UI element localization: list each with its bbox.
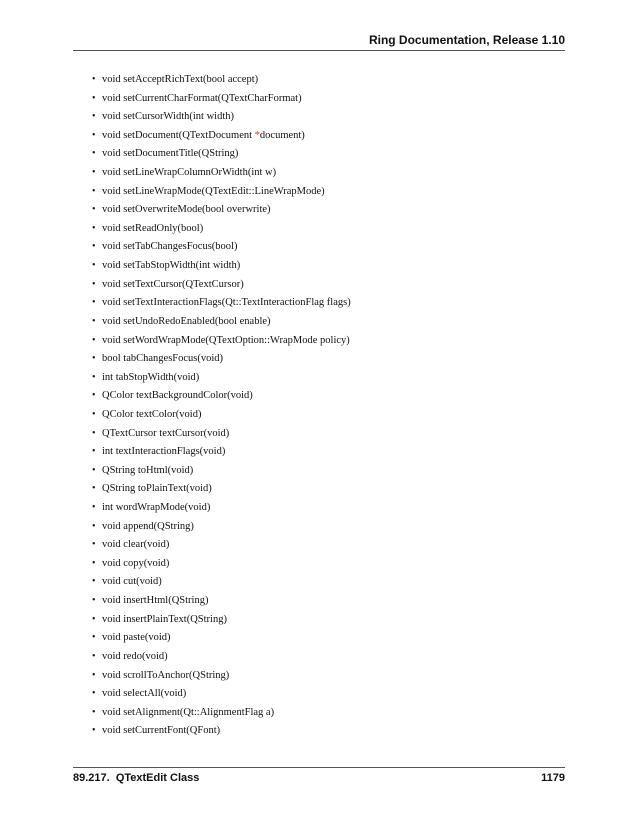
method-signature: void setCursorWidth(int width) (102, 111, 234, 123)
list-item (92, 409, 351, 428)
method-signature: void paste(void) (102, 632, 171, 644)
bullet-icon: • (92, 297, 96, 309)
method-signature: void setTextCursor(QTextCursor) (102, 278, 244, 290)
method-signature: void setCurrentFont(QFont) (102, 725, 221, 737)
method-signature: void setReadOnly(bool) (102, 222, 204, 234)
method-signature: void append(QString) (102, 520, 194, 532)
bullet-icon: • (92, 483, 96, 495)
method-signature: QString toPlainText(void) (102, 483, 212, 495)
list-item (92, 688, 351, 707)
method-signature: void setDocumentTitle(QString) (102, 148, 239, 160)
bullet-icon: • (92, 632, 96, 644)
bullet-icon: • (92, 334, 96, 346)
bullet-icon: • (92, 353, 96, 365)
bullet-icon: • (92, 390, 96, 402)
method-signature-prefix: void setDocument(QTextDocument (102, 129, 255, 141)
bullet-icon: • (92, 464, 96, 476)
list-item (92, 428, 351, 447)
header-divider (73, 50, 565, 51)
list-item (92, 279, 351, 298)
bullet-icon: • (92, 129, 96, 141)
footer-section-title: 89.217. QTextEdit Class (73, 772, 200, 784)
bullet-icon: • (92, 539, 96, 551)
method-signature: void scrollToAnchor(QString) (102, 669, 230, 681)
pointer-star: * (254, 129, 260, 141)
bullet-icon: • (92, 241, 96, 253)
method-signature: int wordWrapMode(void) (102, 502, 211, 514)
bullet-icon: • (92, 167, 96, 179)
header-title: Ring Documentation, Release 1.10 (368, 33, 565, 47)
method-signature: QTextCursor textCursor(void) (102, 427, 230, 439)
bullet-icon: • (92, 650, 96, 662)
method-signature: void copy(void) (102, 557, 170, 569)
list-item (92, 316, 351, 335)
bullet-icon: • (92, 260, 96, 272)
method-signature: void setOverwriteMode(bool overwrite) (102, 204, 271, 216)
method-signature: void selectAll(void) (102, 688, 187, 700)
bullet-icon: • (92, 222, 96, 234)
list-item (92, 297, 351, 316)
method-signature: QString toHtml(void) (102, 464, 194, 476)
list-item (92, 576, 351, 595)
bullet-icon: • (92, 315, 96, 327)
list-item (92, 632, 351, 651)
bullet-icon: • (92, 446, 96, 458)
bullet-icon: • (92, 148, 96, 160)
list-item (92, 465, 351, 484)
method-list (92, 74, 351, 744)
list-item (92, 74, 351, 93)
list-item (92, 223, 351, 242)
bullet-icon: • (92, 557, 96, 569)
method-signature: void setLineWrapColumnOrWidth(int w) (102, 167, 277, 179)
method-signature: void setWordWrapMode(QTextOption::WrapMode policy) (102, 334, 350, 346)
method-signature: void setTextInteractionFlags(Qt::TextInteractionFlag flags) (102, 297, 351, 309)
method-signature: void insertPlainText(QString) (102, 613, 227, 625)
bullet-icon: • (92, 371, 96, 383)
method-signature: void setTabChangesFocus(bool) (102, 241, 238, 253)
bullet-icon: • (92, 92, 96, 104)
method-signature: void cut(void) (102, 576, 162, 588)
list-item (92, 353, 351, 372)
method-signature: int tabStopWidth(void) (102, 371, 200, 383)
bullet-icon: • (92, 576, 96, 588)
list-item (92, 614, 351, 633)
method-signature: QColor textColor(void) (102, 408, 202, 420)
list-item (92, 241, 351, 260)
page-number: 1179 (541, 772, 565, 784)
bullet-icon: • (92, 111, 96, 123)
list-item (92, 372, 351, 391)
method-signature: void setAlignment(Qt::AlignmentFlag a) (102, 706, 275, 718)
method-signature: void setCurrentCharFormat(QTextCharFormat) (102, 92, 302, 104)
method-signature: bool tabChangesFocus(void) (102, 353, 224, 365)
list-item (92, 483, 351, 502)
bullet-icon: • (92, 502, 96, 514)
list-item (92, 186, 351, 205)
list-item (92, 725, 351, 744)
bullet-icon: • (92, 725, 96, 737)
bullet-icon: • (92, 74, 96, 85)
list-item (92, 111, 351, 130)
list-item (92, 670, 351, 689)
bullet-icon: • (92, 427, 96, 439)
footer-divider (73, 767, 565, 768)
method-signature: QColor textBackgroundColor(void) (102, 390, 253, 402)
method-signature: void setLineWrapMode(QTextEdit::LineWrapMode) (102, 185, 325, 197)
method-signature: void setTabStopWidth(int width) (102, 260, 241, 272)
list-item (92, 595, 351, 614)
bullet-icon: • (92, 706, 96, 718)
list-item-set-document (92, 130, 351, 149)
bullet-icon: • (92, 520, 96, 532)
bullet-icon: • (92, 408, 96, 420)
method-signature: void clear(void) (102, 539, 170, 551)
list-item (92, 539, 351, 558)
method-signature-suffix: document) (259, 129, 305, 141)
bullet-icon: • (92, 185, 96, 197)
list-item (92, 521, 351, 540)
list-item (92, 651, 351, 670)
method-signature: void redo(void) (102, 650, 168, 662)
bullet-icon: • (92, 688, 96, 700)
method-signature: void setUndoRedoEnabled(bool enable) (102, 315, 271, 327)
list-item (92, 335, 351, 354)
method-signature: void insertHtml(QString) (102, 595, 209, 607)
list-item (92, 260, 351, 279)
list-item (92, 558, 351, 577)
list-item (92, 707, 351, 726)
bullet-icon: • (92, 613, 96, 625)
bullet-icon: • (92, 669, 96, 681)
list-item (92, 93, 351, 112)
list-item (92, 390, 351, 409)
bullet-icon: • (92, 595, 96, 607)
list-item (92, 167, 351, 186)
method-signature: void setAcceptRichText(bool accept) (102, 74, 259, 85)
list-item (92, 502, 351, 521)
bullet-icon: • (92, 204, 96, 216)
list-item (92, 446, 351, 465)
list-item (92, 148, 351, 167)
list-item (92, 204, 351, 223)
bullet-icon: • (92, 278, 96, 290)
method-signature: int textInteractionFlags(void) (102, 446, 226, 458)
